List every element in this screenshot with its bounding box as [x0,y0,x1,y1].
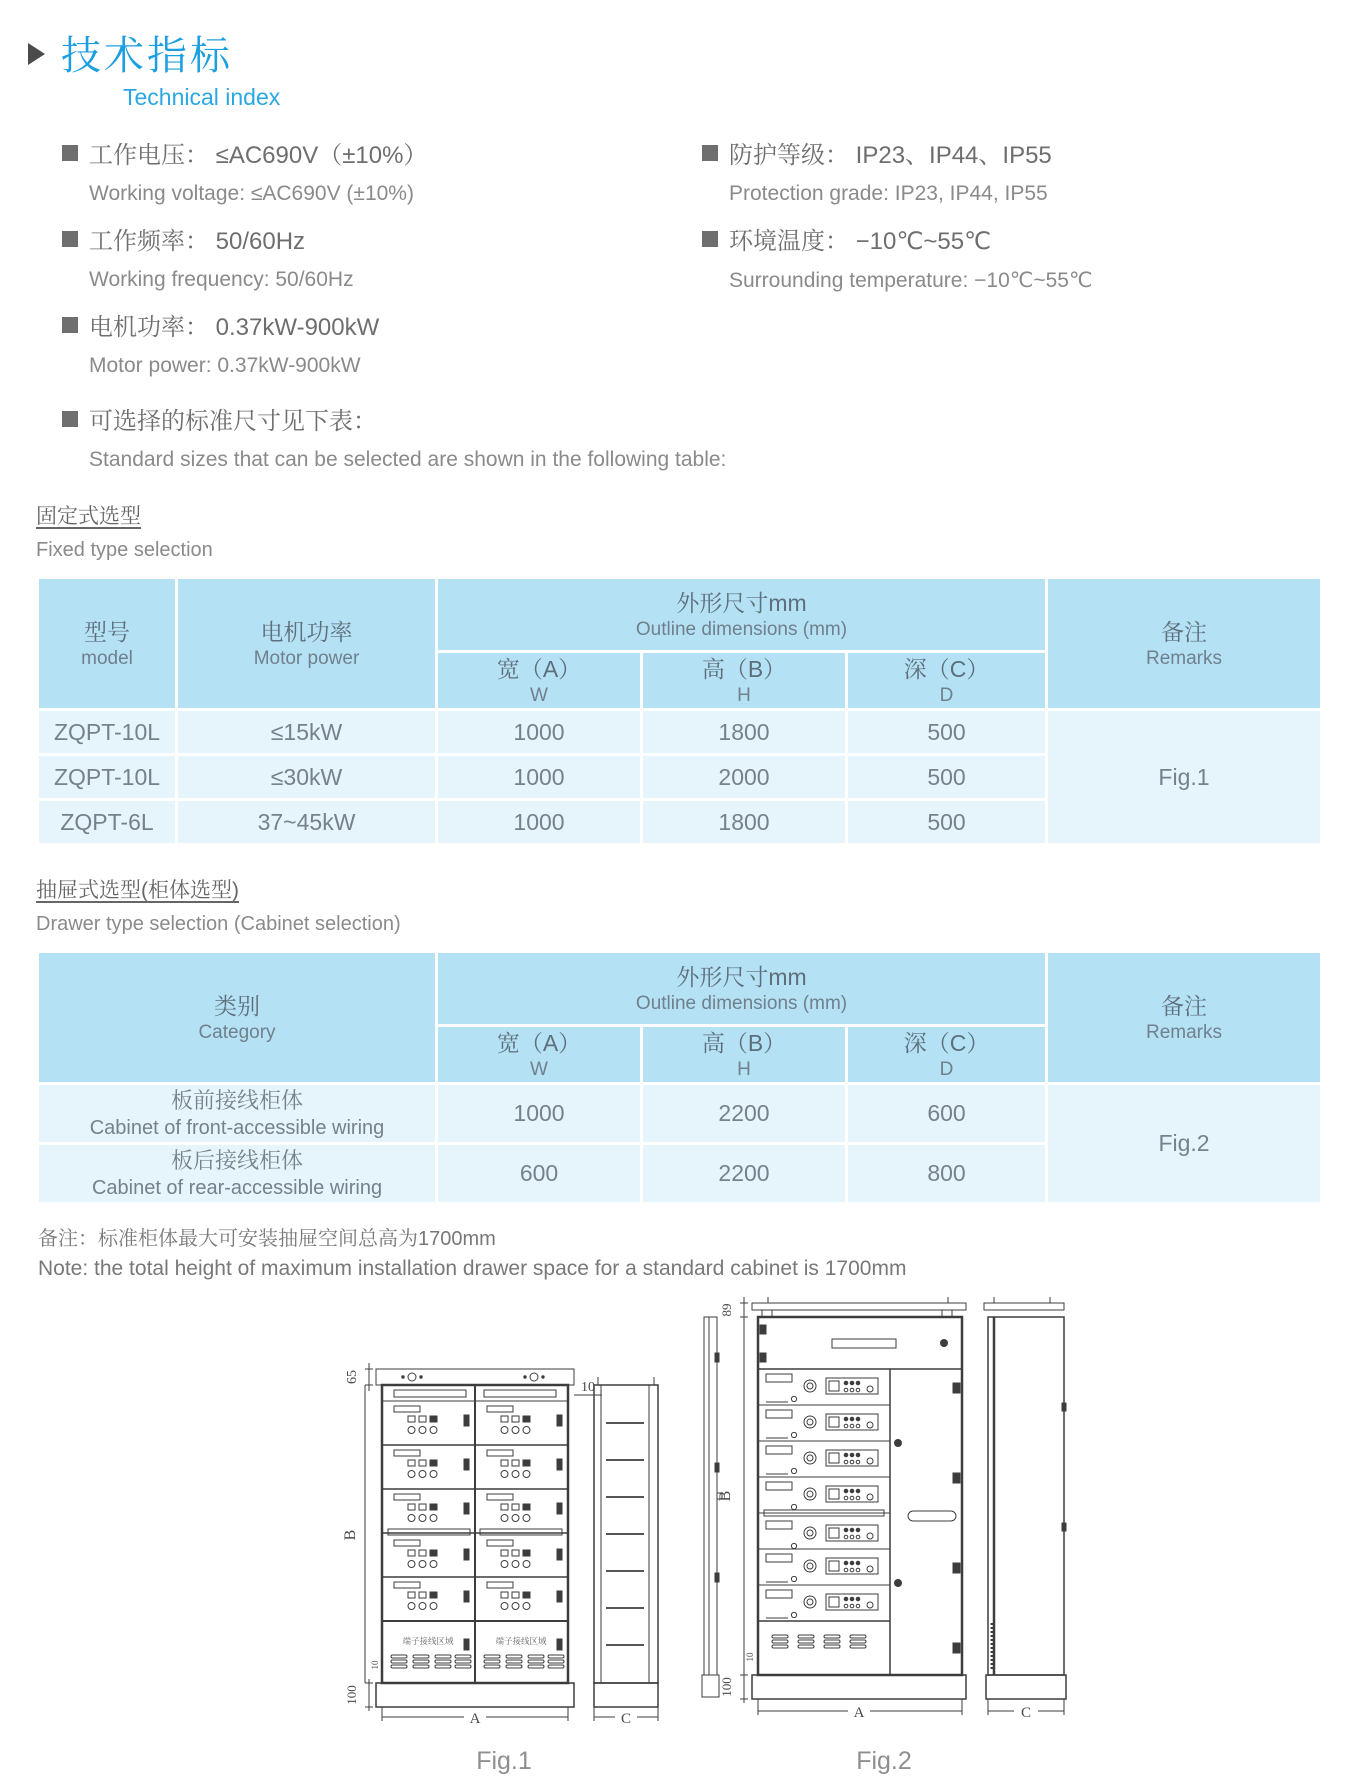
spec-en-text: Surrounding temperature: −10℃~55℃ [729,269,1093,292]
fig2-caption: Fig.2 [856,1747,912,1775]
cell-category: 板后接线柜体 Cabinet of rear-accessible wiring [38,1144,437,1204]
cell-depth: 600 [847,1084,1047,1144]
figure-1 [336,1349,672,1776]
cell-width: 1000 [437,1084,642,1144]
fig1-dim-small-label: 10 [370,1660,380,1670]
spec-column-left [62,135,702,393]
cell-height: 1800 [642,800,847,845]
drawer-section-title-en: Drawer type selection (Cabinet selection) [36,913,401,935]
cell-height: 1800 [642,710,847,755]
fig1-dim-base-label: 100 [344,1685,359,1705]
fig2-dim-height-label: B [717,1490,734,1502]
cell-power: ≤30kW [177,755,437,800]
fig1-dim-height-label: B [342,1529,359,1541]
footnote-en: Note: the total height of maximum installation drawer space for a standard cabinet is 1700mm [38,1257,907,1280]
fig1-dim-small-top-label: 10 [581,1380,595,1395]
cell-depth: 500 [847,755,1047,800]
spec-cn-text: 电机功率： 0.37kW-900kW [89,314,380,341]
fig2-dim-cap-label: 89 [719,1303,734,1317]
cell-model: ZQPT-10L [38,710,177,755]
drawer-type-table [36,950,1323,1205]
cell-depth: 500 [847,710,1047,755]
cell-height: 2200 [642,1084,847,1144]
table-row [38,1084,1322,1144]
col-header-height: 高（B） H [642,652,847,710]
title-wrap [61,34,280,111]
drawer-section-title-cn: 抽屉式选型(柜体选型) [36,879,239,902]
fig1-dim-width-label: A [469,1711,481,1727]
fig2-dim-small-label: 10 [745,1652,755,1662]
fig1-drawing [336,1349,672,1745]
spec-item-protection [702,135,1357,206]
page-title: 技术指标 [61,34,233,78]
cell-height: 2200 [642,1144,847,1204]
square-bullet-icon [702,145,718,161]
fig1-dim-depth-label: C [620,1711,632,1727]
spec-item-voltage [62,135,702,206]
spec-cn-text: 可选择的标准尺寸见下表： [89,408,377,435]
cell-width: 1000 [437,800,642,845]
col-header-height: 高（B） H [642,1026,847,1084]
square-bullet-icon [62,145,78,161]
spec-cn-text: 工作频率： 50/60Hz [89,228,306,255]
col-header-category: 类别 Category [38,952,437,1084]
fixed-section-title-cn: 固定式选型 [36,505,141,528]
spec-item-motor-power [62,307,702,378]
col-header-remarks: 备注 Remarks [1047,952,1322,1084]
col-header-remarks: 备注 Remarks [1047,578,1322,710]
cell-power: ≤15kW [177,710,437,755]
square-bullet-icon [62,317,78,333]
spec-cn-text: 工作电压： ≤AC690V（±10%） [89,142,428,169]
spec-item-temperature [702,221,1357,293]
col-header-model: 型号 model [38,578,177,710]
figures-row [336,1283,1357,1776]
spec-item-frequency [62,221,702,292]
fig2-dim-width-label: A [853,1705,865,1721]
cell-height: 2000 [642,755,847,800]
col-header-dimensions: 外形尺寸mm Outline dimensions (mm) [437,952,1047,1026]
spec-cn-text: 防护等级： IP23、IP44、IP55 [729,142,1052,169]
footnote [38,1222,1357,1281]
cell-remarks: Fig.2 [1047,1084,1322,1204]
cell-category: 板前接线柜体 Cabinet of front-accessible wiring [38,1084,437,1144]
section-arrow-icon [28,43,45,65]
spec-en-text: Working frequency: 50/60Hz [89,268,354,291]
spec-en-text: Working voltage: ≤AC690V (±10%) [89,182,414,205]
fig1-dim-cap-label: 65 [345,1370,360,1384]
fig1-terminal-area-label: 端子接线区域 [402,1636,454,1646]
spec-en-text: Protection grade: IP23, IP44, IP55 [729,182,1048,205]
cell-width: 1000 [437,710,642,755]
fig2-drawing [698,1283,1070,1745]
fig1-caption: Fig.1 [476,1747,532,1775]
drawer-section-head [36,874,1357,936]
footnote-cn: 备注：标准柜体最大可安装抽屉空间总高为1700mm [38,1228,496,1250]
fixed-section-title-en: Fixed type selection [36,539,213,561]
spec-column-right [702,135,1357,393]
col-header-dimensions: 外形尺寸mm Outline dimensions (mm) [437,578,1047,652]
cell-model: ZQPT-10L [38,755,177,800]
fig1-terminal-area-label: 端子接线区域 [495,1636,547,1646]
square-bullet-icon [702,231,718,247]
square-bullet-icon [62,411,78,427]
spec-list [62,135,1357,393]
col-header-depth: 深（C） D [847,652,1047,710]
fixed-type-table [36,576,1323,846]
table-row [38,710,1322,755]
fig2-dim-depth-label: C [1020,1705,1032,1721]
figure-2 [698,1283,1070,1776]
spec-item-table-intro [62,401,1357,472]
page-header [0,0,1357,111]
col-header-depth: 深（C） D [847,1026,1047,1084]
cell-power: 37~45kW [177,800,437,845]
col-header-width: 宽（A） W [437,652,642,710]
page-subtitle: Technical index [123,84,281,110]
cell-remarks: Fig.1 [1047,710,1322,845]
cell-depth: 800 [847,1144,1047,1204]
fixed-section-head [36,500,1357,562]
cell-width: 1000 [437,755,642,800]
fig2-dim-base-label: 100 [719,1677,734,1697]
spec-en-text: Standard sizes that can be selected are shown in the following table: [89,448,727,471]
spec-cn-text: 环境温度： −10℃~55℃ [729,228,991,255]
cell-width: 600 [437,1144,642,1204]
col-header-width: 宽（A） W [437,1026,642,1084]
cell-depth: 500 [847,800,1047,845]
spec-en-text: Motor power: 0.37kW-900kW [89,354,361,377]
col-header-power: 电机功率 Motor power [177,578,437,710]
cell-model: ZQPT-6L [38,800,177,845]
square-bullet-icon [62,231,78,247]
